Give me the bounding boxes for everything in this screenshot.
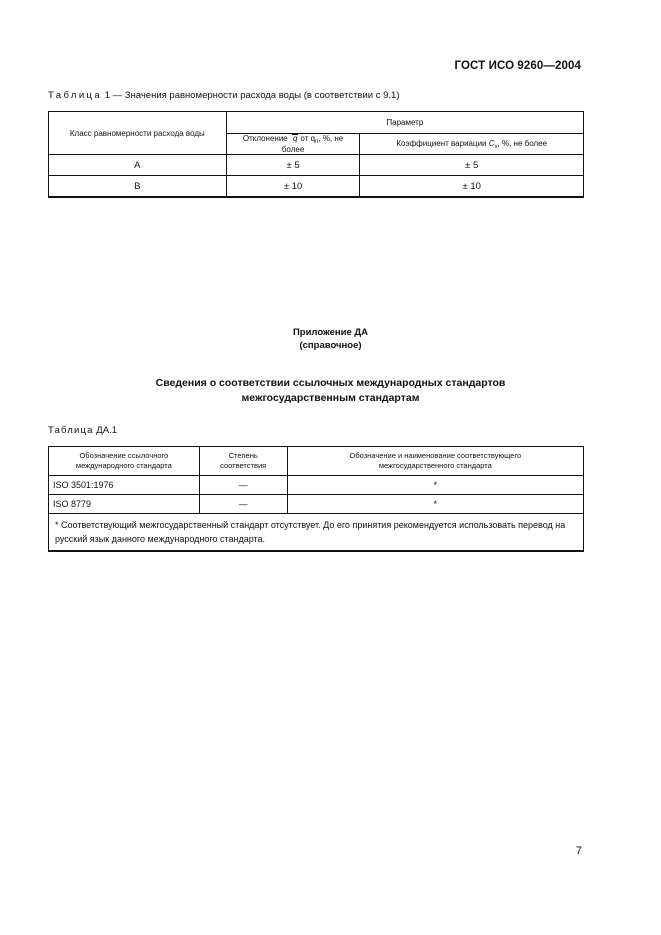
table1-cv-b: ± 10 (360, 176, 584, 198)
table1-caption (48, 90, 399, 101)
table1-caption-number: 1 (104, 90, 110, 101)
table2-degree-2: — (199, 495, 287, 514)
table2-degree-1: — (199, 476, 287, 495)
table2-header-degree (199, 447, 287, 476)
table1-class-b: B (49, 176, 227, 198)
table1-header-class: Класс равномерности расхода воды (49, 112, 227, 155)
table-row (49, 155, 584, 176)
table1-deviation-a: ± 5 (226, 155, 360, 176)
table1-water-uniformity (48, 111, 584, 198)
table2-standard-1: ISO 3501:1976 (49, 476, 200, 495)
table1-caption-text: — Значения равномерности расхода воды (в соответствии с 9.1) (112, 90, 400, 101)
table2-header-reference (49, 447, 200, 476)
table-row (49, 176, 584, 198)
table1-header-parameter: Параметр (226, 112, 583, 134)
table1-header-deviation (226, 134, 360, 155)
table2-header-interstate-line2: межгосударственного стандарта (378, 461, 492, 470)
table2-caption (48, 425, 117, 436)
table2-standards-correspondence (48, 446, 584, 552)
appendix-title: Приложение ДА (292, 327, 369, 338)
cv-label-sub: v (494, 143, 498, 150)
table1-caption-label: Таблица (48, 90, 103, 101)
q-mean-symbol: q (292, 134, 298, 143)
table2-interstate-1: * (287, 476, 583, 495)
appendix-heading-line1: Сведения о соответствии ссылочных международных стандартов (155, 377, 506, 389)
table-row (49, 495, 584, 514)
deviation-label-sub: n (315, 139, 319, 145)
table2-header-degree-line1: Степень (228, 451, 258, 460)
table2-header-interstate-line1: Обозначение и наименование соответствующего (349, 451, 522, 460)
table2-footnote: * Соответствующий межгосударственный стандарт отсутствует. До его принятия рекомендуется использовать перевод на русский язык данного международного стандарта. (49, 514, 584, 552)
table1-cv-a: ± 5 (360, 155, 584, 176)
table2-header-degree-line2: соответствия (220, 461, 267, 470)
table2-caption-number: ДА.1 (96, 425, 117, 436)
cv-symbol: C (488, 138, 495, 148)
deviation-label-mid: от q (300, 134, 316, 143)
table1-header-cv (360, 134, 584, 155)
cv-label-suffix: , %, не более (497, 138, 548, 148)
page-number: 7 (575, 845, 582, 857)
table2-standard-2: ISO 8779 (49, 495, 200, 514)
cv-label-prefix: Коэффициент вариации (396, 138, 487, 148)
table1-class-a: A (49, 155, 227, 176)
deviation-label-suffix: , %, не более (281, 134, 344, 154)
appendix-heading (0, 376, 661, 406)
table2-note-row (49, 514, 584, 552)
table2-header-reference-line2: международного стандарта (75, 461, 172, 470)
table2-header-interstate (287, 447, 583, 476)
table2-interstate-2: * (287, 495, 583, 514)
table2-caption-label: Таблица (48, 425, 94, 436)
deviation-label-prefix: Отклонение (242, 134, 288, 143)
document-code: ГОСТ ИСО 9260—2004 (454, 60, 581, 72)
table2-header-reference-line1: Обозначение ссылочного (79, 451, 169, 460)
table1-deviation-b: ± 10 (226, 176, 360, 198)
appendix-heading-line2: межгосударственным стандартам (241, 392, 420, 404)
table-row (49, 476, 584, 495)
appendix-status: (справочное) (299, 340, 362, 351)
